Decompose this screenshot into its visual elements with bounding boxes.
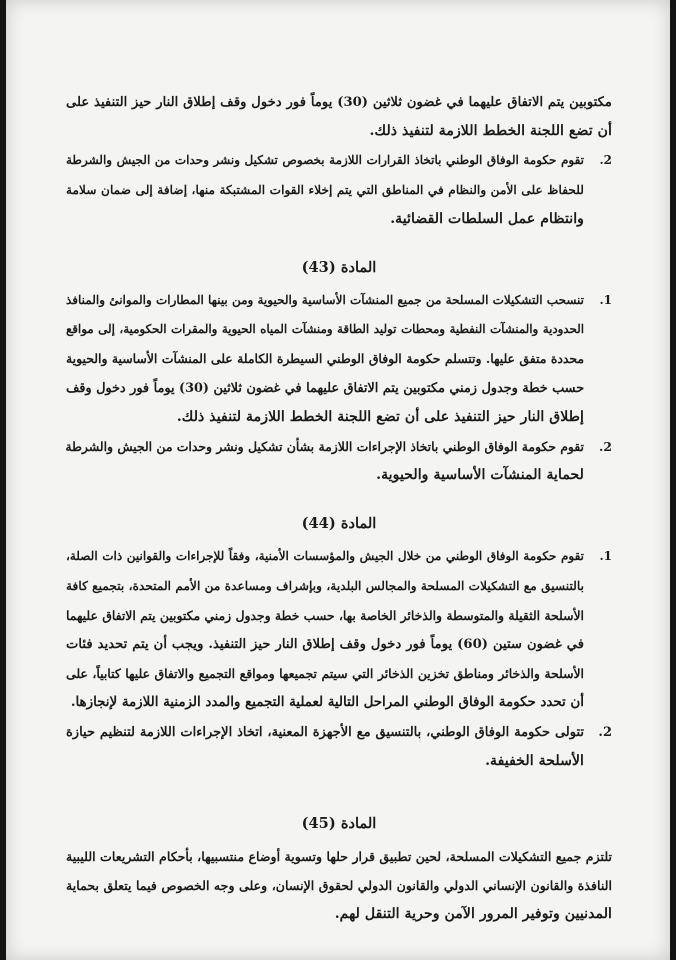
text-line: الأسلحة الثقيلة والمتوسطة والذخائر الخاصة بها، حسب خطة وجدول زمني مكتوبين يتم الاتفاق عليهما [66,607,584,623]
text-line: النافذة والقانون الإنساني الدولي والقانون الدولي لحقوق الإنسان، وعلى وجه الخصوص فيما يتعلق بحماية [66,878,612,894]
numbered-item [66,286,612,432]
text-line: في غضون ستين (60) يوماً فور دخول وقف إطلاق النار حيز التنفيذ. ويجب أن يتم تحديد فئات [66,637,585,653]
text-line: تلتزم جميع التشكيلات المسلحة، لحين تطبيق قرار حلها وتسوية أوضاع منتسبيها، بأحكام التشريعات الليبية [66,849,612,865]
text-line: أن تحدد حكومة الوفاق الوطني المراحل التالية لعملية التجميع والمدد الزمنية اللازمة لإنجازها. [70,694,584,711]
text-line: تتولى حكومة الوفاق الوطني، بالتنسيق مع الأجهزة المعنية، اتخاذ الإجراءات اللازمة لتنظيم حيازة [66,724,584,740]
numbered-item [66,542,612,717]
text-line: بالتنسيق مع التشكيلات المسلحة والمجالس البلدية، وبإشراف ومساعدة من الأمم المتحدة، بتجميع كافة [66,578,584,593]
document-page [6,0,670,960]
article-heading: المادة (44) [301,515,377,533]
text-line: تقوم حكومة الوفاق الوطني باتخاذ القرارات اللازمة بخصوص تشكيل ونشر وحدات من الجيش والشرطة [66,153,584,168]
numbered-item [66,146,612,234]
paragraph-continuation [66,88,612,146]
text-line: وانتظام عمل السلطات القضائية. [390,210,584,227]
text-line: الأسلحة والذخائر ومناطق تخزين الذخائر التي سيتم تجميعها ومواقع التجميع والاتفاق عليها كتابياً، على [66,666,584,682]
text-line: محددة متفق عليها. وتتسلم حكومة الوفاق الوطني السيطرة الكاملة على المنشآت الأساسية والحيوية [66,351,584,367]
text-line: تقوم حكومة الوفاق الوطني باتخاذ الإجراءات اللازمة بشأن تشكيل ونشر وحدات من الجيش والشرطة [65,439,584,455]
text-line: الأسلحة الخفيفة. [485,752,584,769]
text-line: حسب خطة وجدول زمني مكتوبين يتم الاتفاق عليهما في غضون ثلاثين (30) يوماً فور دخول وقف [66,380,584,396]
text-line: لحماية المنشآت الأساسية والحيوية. [376,467,584,484]
item-number: 2. [599,439,612,455]
article-heading: المادة (43) [301,259,377,277]
text-line: إطلاق النار حيز التنفيذ على أن تضع اللجنة الخطط اللازمة لتنفيذ ذلك. [176,408,584,425]
numbered-item [66,718,612,776]
paragraph [66,842,612,930]
item-number: 1. [599,549,612,564]
item-number: 1. [599,293,612,308]
text-line: تنسحب التشكيلات المسلحة من جميع المنشآت الأساسية والحيوية ومن بينها المطارات والموانئ والمنافذ [65,293,584,308]
text-line: تقوم حكومة الوفاق الوطني من خلال الجيش والمؤسسات الأمنية، وفقاً للإجراءات والقوانين ذات الصلة، [66,549,584,564]
text-line: المدنيين وتوفير المرور الآمن وحرية التنقل لهم. [334,906,612,923]
numbered-item [66,432,612,490]
item-number: 2. [599,153,612,168]
article-heading: المادة (45) [301,815,377,833]
document-body [66,88,612,930]
text-line: مكتوبين يتم الاتفاق عليهما في غضون ثلاثين (30) يوماً فور دخول وقف إطلاق النار حيز التنفيذ على [66,95,612,110]
text-line: للحفاظ على الأمن والنظام في المناطق التي يتم إخلاء القوات المشتبكة منها، إضافة إلى ضمان سلامة [66,182,584,197]
text-line: الحدودية والمنشآت النفطية ومحطات توليد الطاقة ومنشآت المياه الحيوية والمقرات الحكومية، إلى مواقع [66,322,584,337]
item-number: 2. [598,724,612,740]
text-line: أن تضع اللجنة الخطط اللازمة لتنفيذ ذلك. [369,123,612,140]
